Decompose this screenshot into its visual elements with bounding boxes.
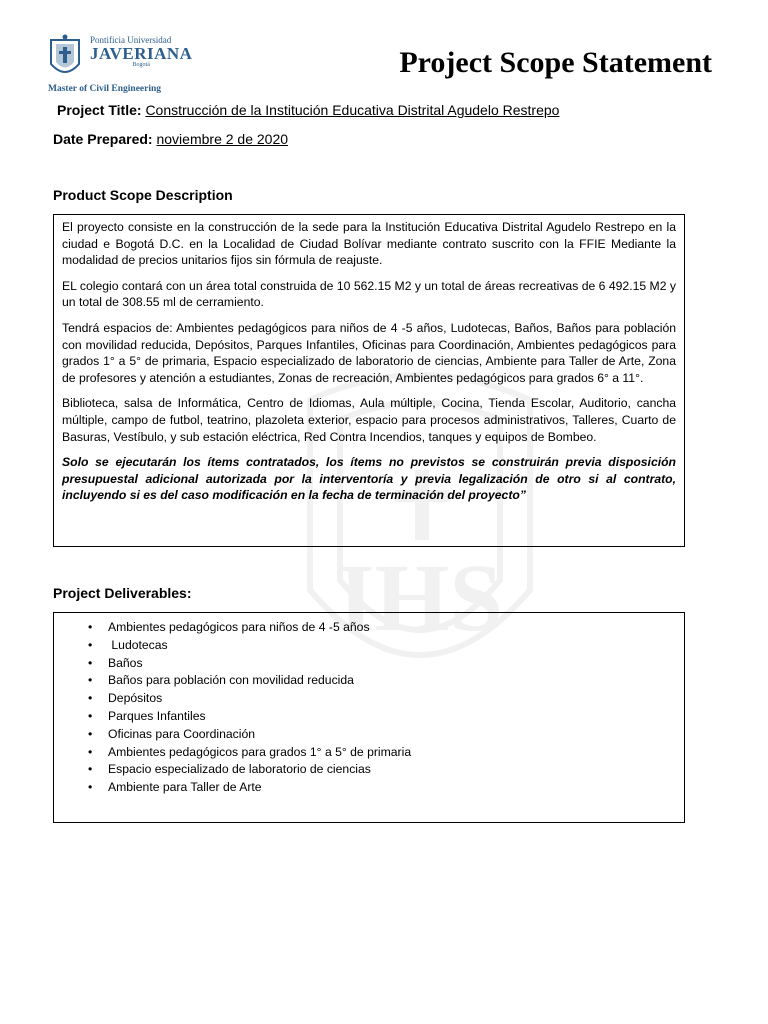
date-prepared-row [53,131,288,147]
deliverable-item: • Parques Infantiles [88,708,684,726]
product-scope-heading: Product Scope Description [53,187,233,203]
logo-university-name: JAVERIANA [90,44,193,63]
svg-text:IHS: IHS [337,544,503,651]
deliverable-item: • Oficinas para Coordinación [88,726,684,744]
logo-city: Bogotá [132,62,150,68]
scope-paragraph: Biblioteca, salsa de Informática, Centro de Idiomas, Aula múltiple, Cocina, Tienda Escolar, Auditorio, cancha múltiple, campo de futbol, teatrino, plazoleta exterior, espacio para procesos administrativos, Talleres, Cuarto de Basuras, Vestíbulo, y sub estación eléctrica, Red Contra Incendios, tanques y equipos de Bombeo. [62,396,676,444]
project-title-value: Construcción de la Institución Educativa Distrital Agudelo Restrepo [145,102,560,118]
deliverable-item: • Depósitos [88,690,684,708]
university-crest-icon [48,34,82,80]
project-title-row [57,102,559,118]
scope-paragraph: El proyecto consiste en la construcción de la sede para la Institución Educativa Distrital Agudelo Restrepo en la ciudad e Bogotá D.C. en la Localidad de Ciudad Bolívar mediante contrato suscrito con la FFIE Mediante la modalidad de precios unitarios fijos sin fórmula de reajuste. [62,220,676,268]
deliverable-item: • Ambientes pedagógicos para grados 1° a 5° de primaria [88,744,684,762]
date-prepared-value: noviembre 2 de 2020 [156,131,289,147]
product-scope-box [53,214,685,547]
scope-paragraph: Tendrá espacios de: Ambientes pedagógicos para niños de 4 -5 años, Ludotecas, Baños, Baños para población con movilidad reducida, Depósitos, Parques Infantiles, Oficinas para Coordinación, Ambientes pedagógicos para grados 1° a 5° de primaria, Espacio especializado de laboratorio de ciencias, Ambiente para Taller de Arte, Zona de profesores y atención a estudiantes, Zonas de recreación, Ambientes pedagógicos para grados 6° a 11°. [62,320,676,385]
logo-caption: Master of Civil Engineering [48,84,162,94]
scope-paragraph: EL colegio contará con un área total construida de 10 562.15 M2 y un total de áreas recreativas de 6 492.15 M2 y un total de 308.55 ml de cerramiento. [62,278,676,310]
university-logo [48,34,193,100]
deliverables-box [53,612,685,823]
date-prepared-label: Date Prepared: [53,131,153,147]
scope-note: Solo se ejecutarán los ítems contratados, los ítems no previstos se construirán previa disposición presupuestal adicional autorizada por la interventoría y previa legalización de otro si al contrato, incluyendo si es del caso modificación en la fecha de terminación del proyecto” [62,455,676,503]
deliverables-list [88,619,684,797]
deliverable-item: • Baños [88,655,684,673]
logo-university-line: Pontificia Universidad [90,35,172,45]
deliverable-item: • Ambientes pedagógicos para niños de 4 -5 años [88,619,684,637]
project-title-label: Project Title: [57,102,142,118]
deliverable-item: • Baños para población con movilidad reducida [88,672,684,690]
deliverable-item: • Ludotecas [88,637,684,655]
document-title: Project Scope Statement [399,46,712,79]
deliverable-item: • Ambiente para Taller de Arte [88,779,684,797]
deliverables-heading: Project Deliverables: [53,585,192,601]
deliverable-item: • Espacio especializado de laboratorio de ciencias [88,761,684,779]
